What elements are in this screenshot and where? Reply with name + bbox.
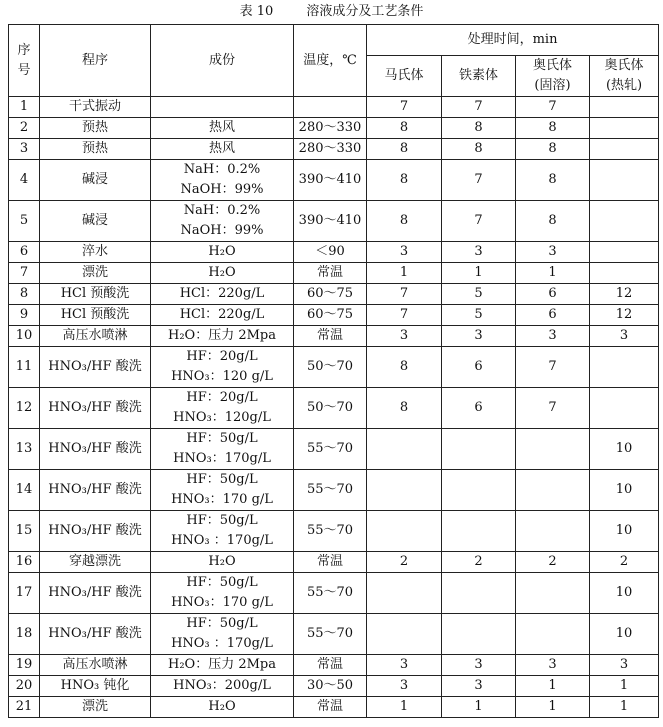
cell-composition [151,697,294,718]
cell-seq: 14 [9,470,40,511]
cell-procedure: 穿越漂洗 [40,552,151,573]
cell-composition [151,470,294,511]
cell-martensite [367,511,442,552]
cell-composition [151,305,294,326]
cell-temperature: 50～70 [294,347,367,388]
table-caption: 表 10 溶液成分及工艺条件 [239,4,424,19]
cell-ferrite: 8 [442,118,516,139]
composition-line-2: HNO₃：120 g/L [171,369,273,384]
cell-austenite-solution: 3 [516,655,590,676]
cell-austenite-solution: 7 [516,388,590,429]
cell-ferrite: 3 [442,676,516,697]
header-seq-line2: 号 [17,62,31,78]
cell-martensite [367,429,442,470]
composition-line-1: H₂O [208,699,236,714]
cell-austenite-hot-rolled [590,263,659,284]
cell-austenite-solution: 8 [516,201,590,242]
cell-composition [151,429,294,470]
cell-temperature: 60～75 [294,284,367,305]
cell-procedure: HNO₃/HF 酸洗 [40,347,151,388]
table-row [9,511,659,552]
table-row [9,573,659,614]
table-row [9,160,659,201]
cell-temperature: 280～330 [294,139,367,160]
table-row [9,429,659,470]
header-procedure: 程序 [40,25,151,97]
header-row-top [9,25,659,56]
composition-line-1: H₂O [208,265,236,280]
cell-procedure: 碱浸 [40,160,151,201]
cell-procedure: 预热 [40,118,151,139]
cell-seq: 11 [9,347,40,388]
cell-composition [151,511,294,552]
cell-martensite: 8 [367,160,442,201]
cell-composition [151,573,294,614]
cell-procedure: 碱浸 [40,201,151,242]
cell-procedure: HNO₃/HF 酸洗 [40,573,151,614]
cell-austenite-hot-rolled [590,201,659,242]
cell-ferrite: 6 [442,388,516,429]
composition-line-1: NaH：0.2% [183,203,261,218]
cell-temperature: 55～70 [294,614,367,655]
cell-ferrite: 3 [442,655,516,676]
table-row [9,614,659,655]
cell-ferrite: 1 [442,697,516,718]
composition-line-2: HNO₃：170 g/L [171,492,273,507]
cell-seq: 13 [9,429,40,470]
cell-temperature: 390～410 [294,201,367,242]
table-row [9,305,659,326]
cell-ferrite: 5 [442,305,516,326]
cell-seq: 4 [9,160,40,201]
composition-line-1: HF：50g/L [186,575,258,590]
cell-procedure: HNO₃/HF 酸洗 [40,614,151,655]
cell-martensite: 8 [367,201,442,242]
cell-procedure: 漂洗 [40,697,151,718]
cell-austenite-solution: 8 [516,139,590,160]
cell-austenite-solution: 6 [516,305,590,326]
cell-austenite-hot-rolled [590,242,659,263]
cell-austenite-solution: 7 [516,97,590,118]
cell-austenite-solution: 1 [516,676,590,697]
cell-procedure: HCl 预酸洗 [40,305,151,326]
cell-austenite-solution: 6 [516,284,590,305]
cell-austenite-solution [516,470,590,511]
cell-austenite-solution: 3 [516,242,590,263]
composition-line-1: 热风 [208,141,235,156]
composition-line-1: HCl：220g/L [179,286,265,301]
cell-austenite-solution: 8 [516,118,590,139]
table-row [9,655,659,676]
cell-procedure: 漂洗 [40,263,151,284]
composition-line-1: H₂O [208,244,236,259]
cell-composition [151,552,294,573]
cell-martensite: 7 [367,305,442,326]
cell-austenite-hot-rolled: 3 [590,655,659,676]
cell-temperature: 55～70 [294,511,367,552]
cell-martensite: 3 [367,242,442,263]
cell-seq: 17 [9,573,40,614]
process-table [8,24,659,718]
cell-martensite: 1 [367,697,442,718]
cell-austenite-solution: 8 [516,160,590,201]
composition-line-1: NaH：0.2% [183,162,261,177]
cell-ferrite [442,511,516,552]
cell-ferrite: 3 [442,326,516,347]
cell-martensite: 8 [367,347,442,388]
table-row [9,552,659,573]
cell-martensite: 7 [367,284,442,305]
cell-austenite-hot-rolled: 2 [590,552,659,573]
cell-austenite-hot-rolled: 1 [590,676,659,697]
cell-temperature: 55～70 [294,429,367,470]
cell-temperature: 280～330 [294,118,367,139]
header-austenite-hot-rolled [590,56,659,97]
composition-line-1: H₂O：压力 2Mpa [168,328,276,343]
cell-austenite-hot-rolled: 12 [590,305,659,326]
cell-procedure: 高压水喷淋 [40,326,151,347]
cell-austenite-hot-rolled: 1 [590,697,659,718]
cell-composition [151,676,294,697]
cell-austenite-solution: 3 [516,326,590,347]
cell-composition [151,388,294,429]
composition-line-1: HF：20g/L [186,390,258,405]
header-seq [9,25,40,97]
cell-martensite: 8 [367,139,442,160]
cell-austenite-hot-rolled: 3 [590,326,659,347]
cell-procedure: HNO₃ 钝化 [40,676,151,697]
cell-composition [151,139,294,160]
cell-austenite-hot-rolled [590,160,659,201]
cell-austenite-solution [516,614,590,655]
cell-austenite-hot-rolled [590,388,659,429]
composition-line-1: HF：50g/L [186,513,258,528]
table-row [9,326,659,347]
header-processing-time: 处理时间，min [367,25,659,56]
cell-martensite: 3 [367,655,442,676]
table-row [9,97,659,118]
cell-austenite-hot-rolled: 10 [590,614,659,655]
cell-martensite: 7 [367,97,442,118]
composition-line-2: HNO₃ ：170g/L [171,533,273,548]
cell-composition [151,655,294,676]
cell-composition [151,284,294,305]
composition-line-1: HNO₃：200g/L [173,678,271,693]
cell-composition [151,201,294,242]
cell-ferrite: 2 [442,552,516,573]
cell-composition [151,118,294,139]
cell-composition [151,242,294,263]
cell-composition [151,97,294,118]
table-row [9,470,659,511]
header-martensite: 马氏体 [367,56,442,97]
composition-line-2: HNO₃：120g/L [173,410,271,425]
cell-procedure: 高压水喷淋 [40,655,151,676]
cell-temperature: 55～70 [294,573,367,614]
header-composition: 成份 [151,25,294,97]
table-row [9,347,659,388]
header-austenite-hot-line1: 奥氏体 [604,58,644,73]
cell-procedure: 干式振动 [40,97,151,118]
cell-martensite: 1 [367,263,442,284]
cell-seq: 10 [9,326,40,347]
cell-austenite-hot-rolled: 10 [590,511,659,552]
cell-ferrite: 6 [442,347,516,388]
cell-seq: 19 [9,655,40,676]
cell-procedure: HNO₃/HF 酸洗 [40,429,151,470]
cell-martensite: 8 [367,388,442,429]
composition-line-2: HNO₃：170g/L [173,451,271,466]
cell-austenite-solution [516,429,590,470]
cell-martensite: 3 [367,326,442,347]
cell-austenite-hot-rolled [590,139,659,160]
cell-ferrite: 3 [442,242,516,263]
cell-martensite: 8 [367,118,442,139]
composition-line-1: HF：50g/L [186,431,258,446]
cell-seq: 2 [9,118,40,139]
table-row [9,118,659,139]
cell-temperature: 常温 [294,326,367,347]
cell-temperature: 常温 [294,552,367,573]
cell-seq: 15 [9,511,40,552]
cell-austenite-hot-rolled: 10 [590,573,659,614]
cell-temperature: ＜90 [294,242,367,263]
header-austenite-solution-line2: (固溶) [534,78,571,93]
composition-line-2: HNO₃：170 g/L [171,595,273,610]
cell-seq: 7 [9,263,40,284]
composition-line-2: NaOH：99% [180,182,264,197]
header-austenite-hot-line2: (热轧) [605,78,643,93]
cell-austenite-hot-rolled: 10 [590,470,659,511]
cell-procedure: HNO₃/HF 酸洗 [40,388,151,429]
cell-temperature: 60～75 [294,305,367,326]
cell-procedure: HCl 预酸洗 [40,284,151,305]
cell-austenite-solution: 1 [516,263,590,284]
table-row [9,388,659,429]
cell-austenite-hot-rolled: 10 [590,429,659,470]
cell-procedure: 预热 [40,139,151,160]
composition-line-2: HNO₃ ：170g/L [171,636,273,651]
table-row [9,263,659,284]
cell-martensite: 3 [367,676,442,697]
header-austenite-solution-line1: 奥氏体 [532,58,572,73]
table-row [9,242,659,263]
table-row [9,676,659,697]
composition-line-1: 热风 [208,120,235,135]
cell-temperature: 390～410 [294,160,367,201]
cell-ferrite: 8 [442,139,516,160]
composition-line-1: H₂O：压力 2Mpa [168,657,276,672]
cell-seq: 12 [9,388,40,429]
cell-austenite-hot-rolled [590,347,659,388]
cell-austenite-solution [516,511,590,552]
cell-seq: 1 [9,97,40,118]
cell-temperature: 常温 [294,263,367,284]
cell-austenite-hot-rolled: 12 [590,284,659,305]
cell-temperature: 常温 [294,697,367,718]
cell-ferrite: 1 [442,263,516,284]
header-temperature: 温度，℃ [294,25,367,97]
cell-temperature: 30～50 [294,676,367,697]
cell-temperature: 常温 [294,655,367,676]
cell-composition [151,326,294,347]
cell-procedure: HNO₃/HF 酸洗 [40,470,151,511]
header-ferrite: 铁素体 [442,56,516,97]
table-row [9,284,659,305]
cell-temperature: 50～70 [294,388,367,429]
cell-martensite [367,614,442,655]
cell-martensite: 2 [367,552,442,573]
cell-ferrite: 7 [442,97,516,118]
cell-composition [151,263,294,284]
cell-seq: 6 [9,242,40,263]
cell-austenite-solution [516,573,590,614]
cell-austenite-solution: 7 [516,347,590,388]
cell-composition [151,347,294,388]
cell-composition [151,614,294,655]
cell-ferrite: 7 [442,201,516,242]
cell-seq: 20 [9,676,40,697]
table-row [9,697,659,718]
cell-temperature [294,97,367,118]
cell-ferrite: 5 [442,284,516,305]
cell-martensite [367,470,442,511]
cell-austenite-solution: 2 [516,552,590,573]
cell-ferrite: 7 [442,160,516,201]
table-row [9,139,659,160]
composition-line-1: HF：20g/L [186,349,258,364]
cell-seq: 5 [9,201,40,242]
cell-austenite-hot-rolled [590,97,659,118]
cell-ferrite [442,614,516,655]
cell-temperature: 55～70 [294,470,367,511]
composition-line-1: H₂O [208,554,236,569]
cell-composition [151,160,294,201]
cell-procedure: 淬水 [40,242,151,263]
header-seq-line1: 序 [17,42,31,58]
cell-procedure: HNO₃/HF 酸洗 [40,511,151,552]
table-row [9,201,659,242]
cell-austenite-hot-rolled [590,118,659,139]
cell-seq: 21 [9,697,40,718]
cell-seq: 16 [9,552,40,573]
header-austenite-solution [516,56,590,97]
composition-line-1: HF：50g/L [186,472,258,487]
cell-seq: 8 [9,284,40,305]
composition-line-2: NaOH：99% [180,223,264,238]
composition-line-1: HF：50g/L [186,616,258,631]
cell-austenite-solution: 1 [516,697,590,718]
cell-seq: 3 [9,139,40,160]
cell-ferrite [442,470,516,511]
cell-ferrite [442,429,516,470]
cell-martensite [367,573,442,614]
table-body [9,97,659,718]
cell-seq: 18 [9,614,40,655]
composition-line-1: HCl：220g/L [179,307,265,322]
cell-seq: 9 [9,305,40,326]
cell-ferrite [442,573,516,614]
